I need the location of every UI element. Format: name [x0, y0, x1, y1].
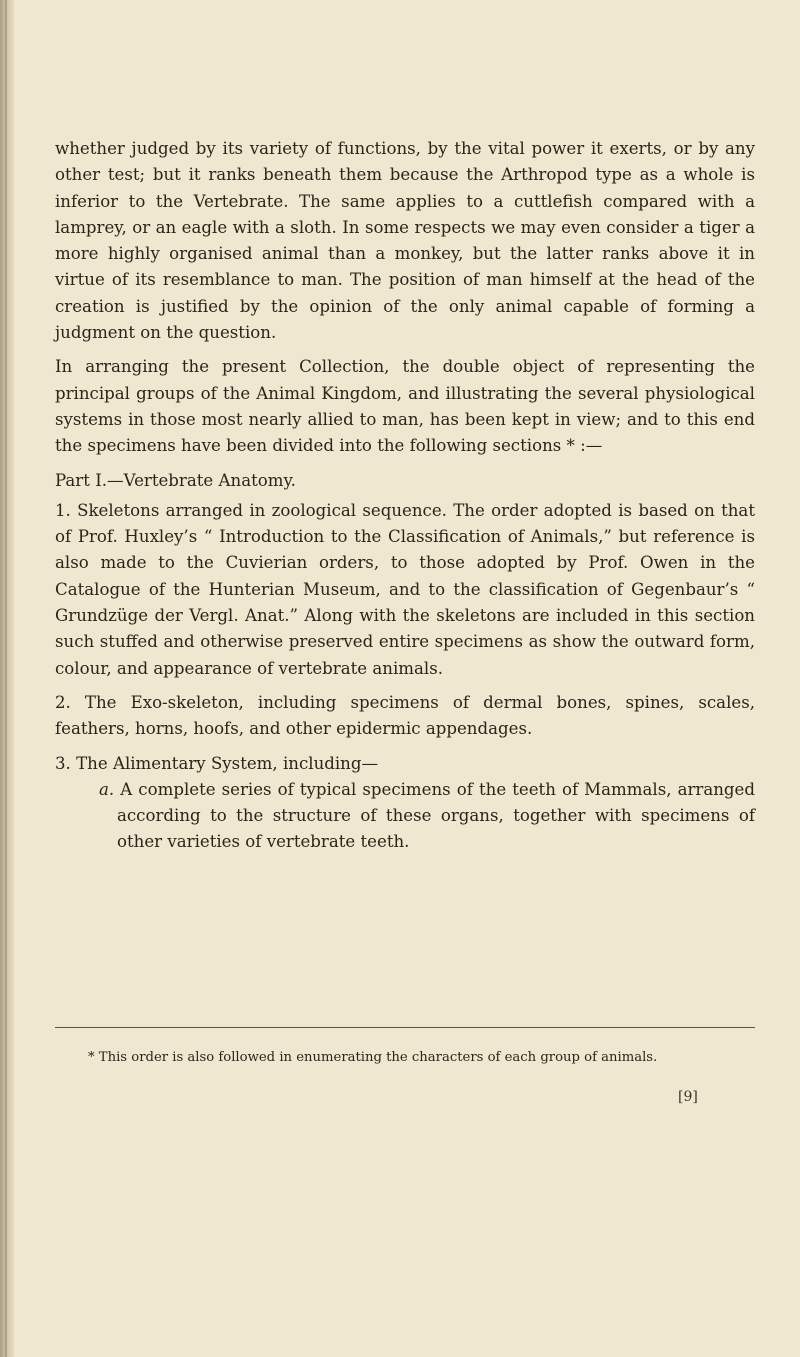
part-heading: Part I.—Vertebrate Anatomy. [55, 470, 296, 490]
list-item-skeletons: 1. Skeletons arranged in zoological sequence. The order adopted is based on that of Prof. Huxley’s “ Introduction to the Classification of Animals,” but reference is also made to the Cuvierian orders, to those adopted by Prof. Owen in the Catalogue of the Hunterian Museum, and to the classification of Gegenbaur’s “ Grundzüge der Vergl. Anat.” Along with the skeletons are included in this section such stuffed and otherwise preserved entire specimens as show the outward form, colour, and appearance of vertebrate animals. [55, 500, 755, 678]
sub-item-label: a. [99, 779, 115, 799]
paragraph-collection-arrangement: In arranging the present Collection, the double object of representing the principal groups of the Animal Kingdom, and illustrating the several physiological systems in those most nearly allied to man, has been kept in view; and to this end the specimens have been divided into the following sections * :— [55, 357, 755, 456]
list-item-exo-skeleton: 2. The Exo-skeleton, including specimens of dermal bones, spines, scales, feathers, horns, hoofs, and other epidermic appendages. [55, 692, 755, 739]
paragraph-gap [55, 346, 755, 354]
list-gap [55, 682, 755, 690]
footnote: * This order is also followed in enumerating the characters of each group of animals. [88, 1050, 658, 1066]
list-gap [55, 743, 755, 751]
footnote-divider [55, 1027, 755, 1028]
sub-item-text: A complete series of typical specimens of the teeth of Mammals, arranged according to the structure of these organs, together with specimens of other varieties of vertebrate teeth. [114, 779, 755, 852]
list-item-alimentary-system: 3. The Alimentary System, including— [55, 753, 379, 773]
sub-item-teeth [99, 777, 755, 856]
page-body [55, 136, 755, 856]
page-number: [9] [678, 1089, 698, 1105]
paragraph-continuation: whether judged by its variety of functions, by the vital power it exerts, or by any other test; but it ranks beneath them because the Arthropod type as a whole is inferior to the Vertebrate. The same applies to a cuttlefish compared with a lamprey, or an eagle with a sloth. In some respects we may even consider a tiger a more highly organised animal than a monkey, but the latter ranks above it in virtue of its resemblance to man. The position of man himself at the head of the creation is justified by the opinion of the only animal capable of forming a judgment on the question. [55, 139, 755, 343]
page-binding-edge [0, 0, 14, 1357]
page-binding-line [5, 0, 7, 1357]
